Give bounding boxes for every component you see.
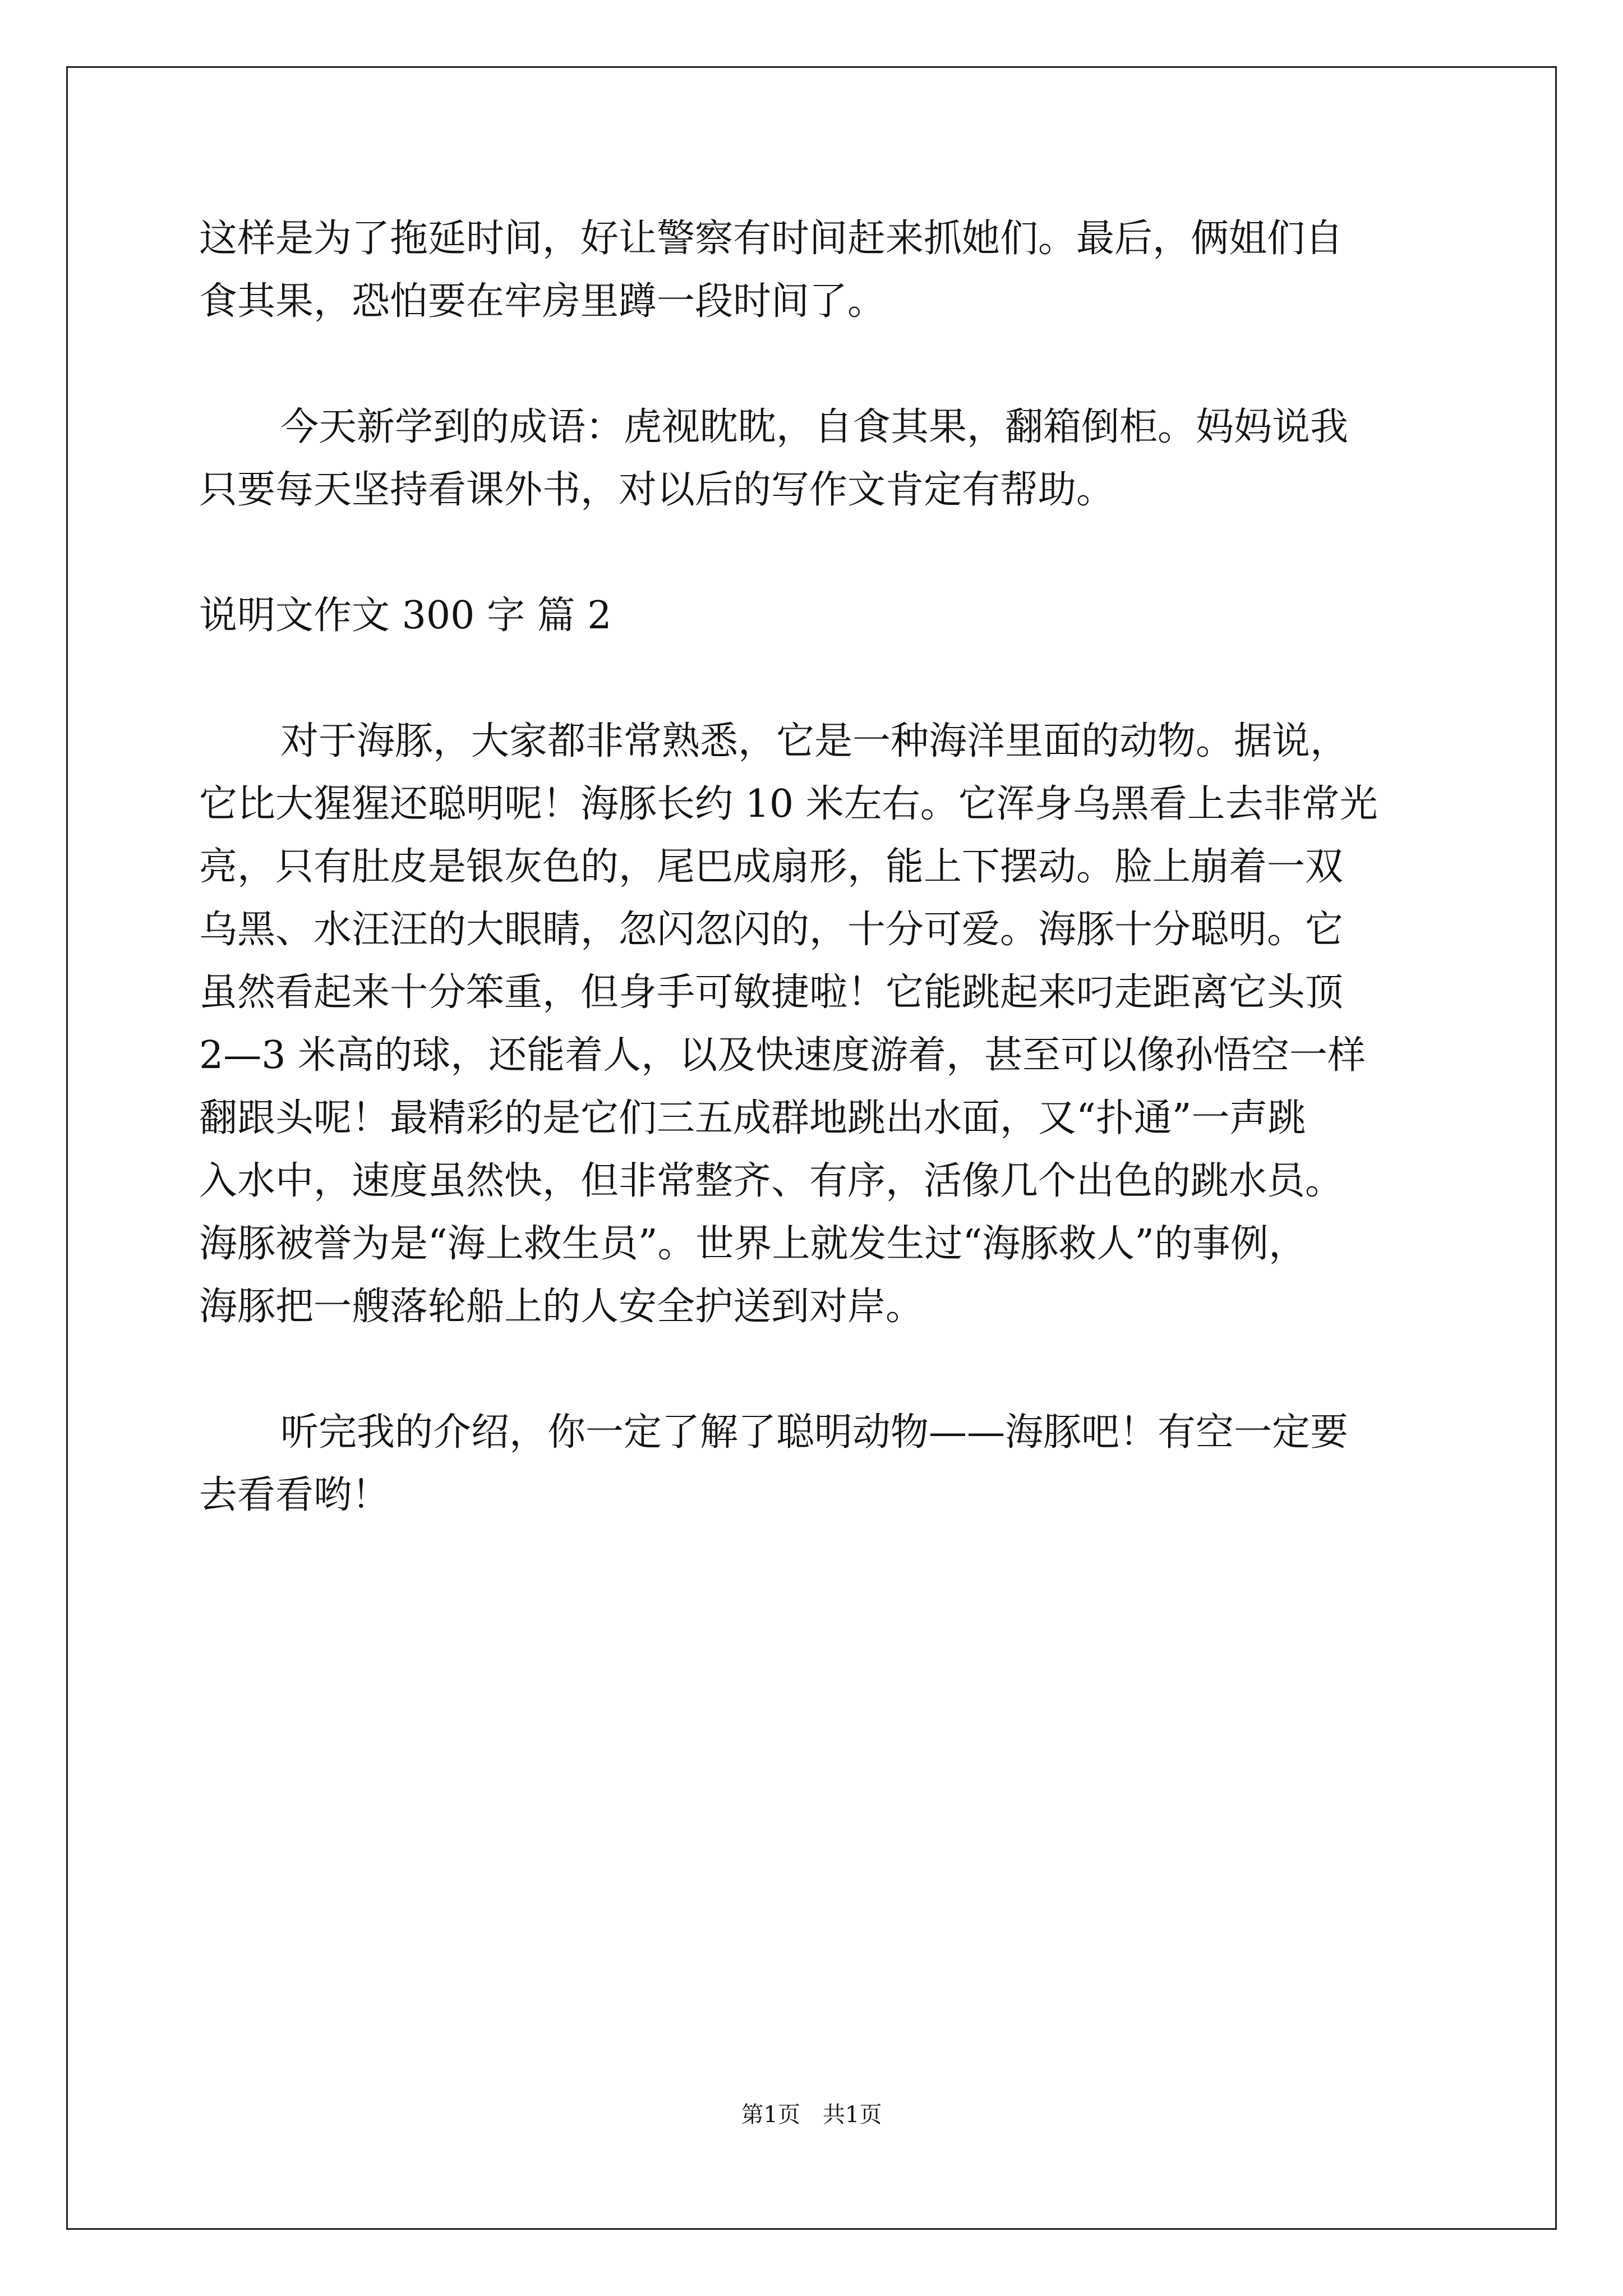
section-heading: 说明文作文 300 字 篇 2 <box>199 593 612 638</box>
text-line: 这样是为了拖延时间，好让警察有时间赶来抓她们。最后，俩姐们自 <box>199 217 1344 261</box>
text-line: 海豚被誉为是“海上救生员”。世界上就发生过“海豚救人”的事例， <box>199 1222 1307 1266</box>
text-line: 听完我的介绍，你一定了解了聪明动物——海豚吧！有空一定要 <box>280 1410 1349 1455</box>
text-line: 入水中，速度虽然快，但非常整齐、有序，活像几个出色的跳水员。 <box>199 1159 1344 1203</box>
text-line: 去看看哟！ <box>199 1473 390 1517</box>
text-line: 只要每天坚持看课外书，对以后的写作文肯定有帮助。 <box>199 468 1115 512</box>
text-line: 2—3 米高的球，还能着人，以及快速度游着，甚至可以像孙悟空一样 <box>199 1033 1366 1078</box>
text-line: 翻跟头呢！最精彩的是它们三五成群地跳出水面，又“扑通”一声跳 <box>199 1096 1306 1140</box>
text-line: 今天新学到的成语：虎视眈眈，自食其果，翻箱倒柜。妈妈说我 <box>280 405 1349 449</box>
document-body <box>199 208 1433 1527</box>
text-line: 食其果，恐怕要在牢房里蹲一段时间了。 <box>199 279 886 324</box>
text-line: 海豚把一艘落轮船上的人安全护送到对岸。 <box>199 1285 924 1329</box>
page-footer <box>0 2098 1623 2132</box>
text-line: 虽然看起来十分笨重，但身手可敏捷啦！它能跳起来叼走距离它头顶 <box>199 970 1344 1015</box>
page-number: 第1页 <box>741 2102 800 2128</box>
text-line: 亮，只有肚皮是银灰色的，尾巴成扇形，能上下摆动。脸上崩着一双 <box>199 845 1344 889</box>
text-line: 对于海豚，大家都非常熟悉，它是一种海洋里面的动物。据说， <box>280 719 1349 763</box>
text-line: 乌黑、水汪汪的大眼睛，忽闪忽闪的，十分可爱。海豚十分聪明。它 <box>199 908 1344 952</box>
text-line: 它比大猩猩还聪明呢！海豚长约 10 米左右。它浑身乌黑看上去非常光 <box>199 782 1378 826</box>
page-total: 共1页 <box>823 2102 882 2128</box>
